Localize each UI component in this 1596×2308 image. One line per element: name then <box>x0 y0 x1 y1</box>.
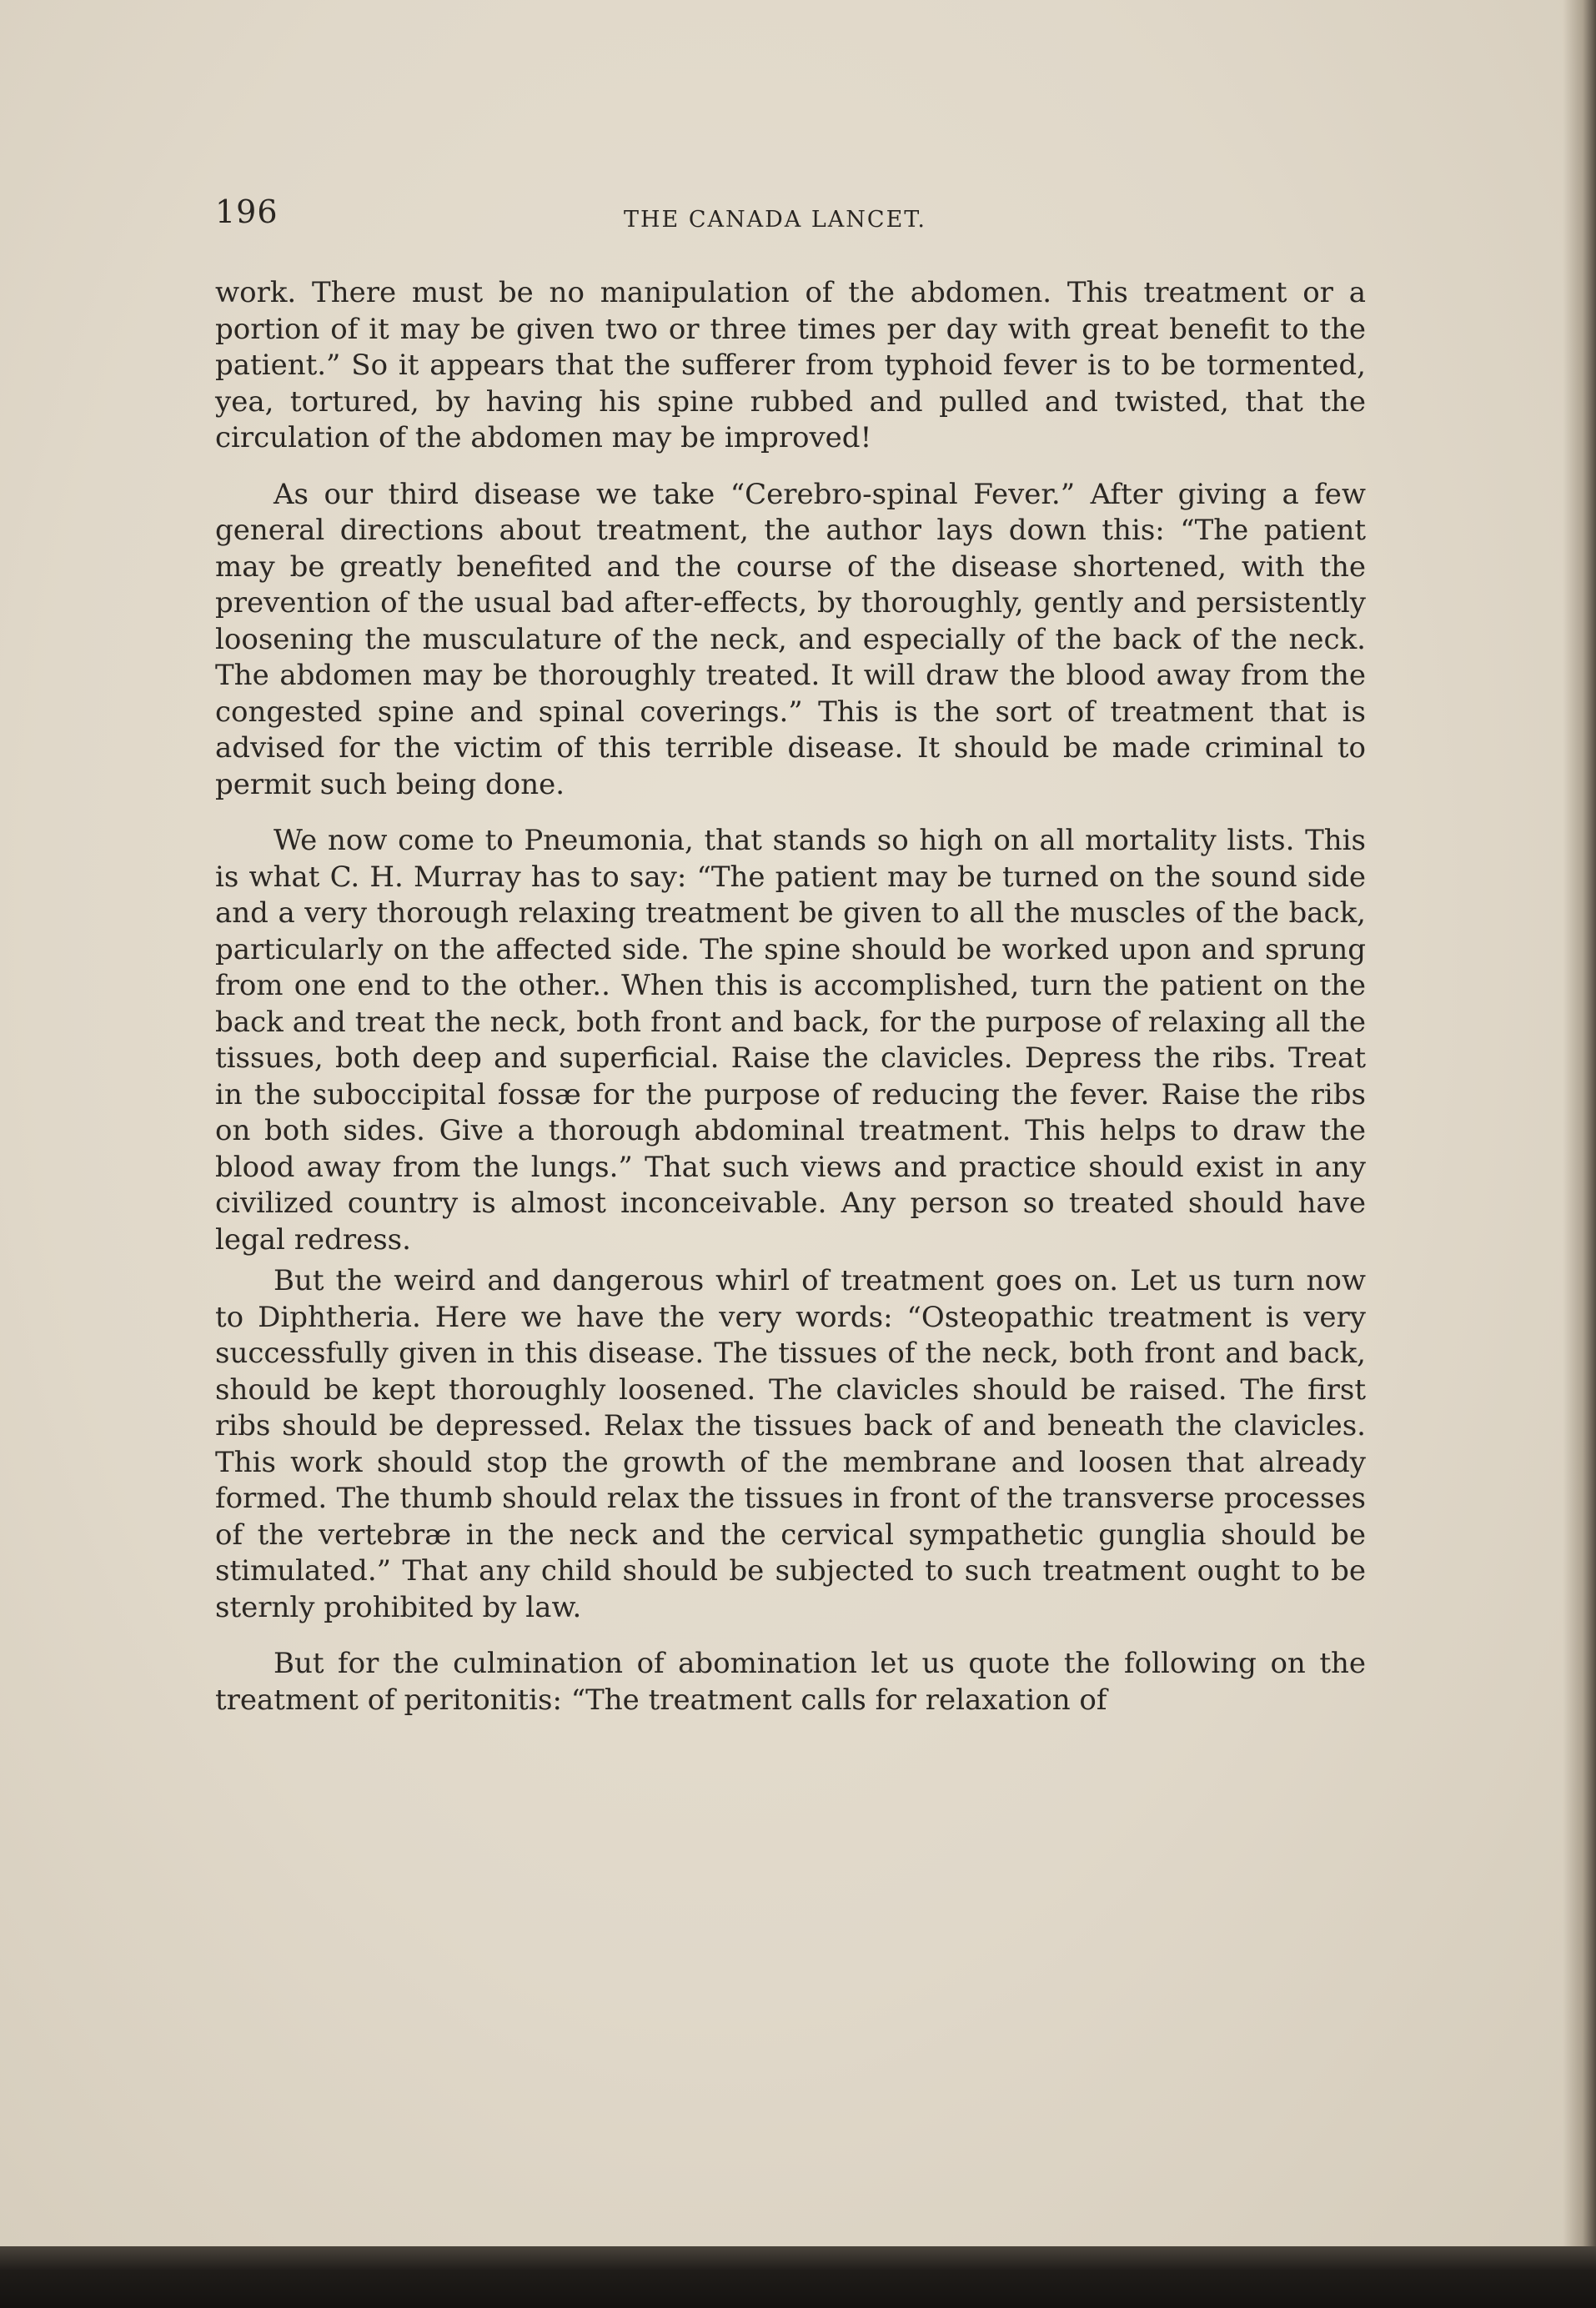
journal-title: THE CANADA LANCET. <box>624 207 926 233</box>
paragraph-peritonitis: But for the culmination of abomination let us quote the following on the treatment of peritonitis: “The treatment calls for relaxation of <box>215 1647 1366 1717</box>
scanner-bed-edge <box>0 2246 1596 2308</box>
paragraph-cerebro-spinal-fever: As our third disease we take “Cerebro-spinal Fever.” After giving a few general directions about treatment, the author lays down this: “The patient may be greatly benefited and the course of the disease shortened, with the prevention of the usual bad after-effects, by thoroughly, gently and persistently loosening the musculature of the neck, and especially of the back of the neck. The abdomen may be thoroughly treated. It will draw the blood away from the congested spine and spinal coverings.” This is the sort of treatment that is advised for the victim of this terrible disease. It should be made criminal to permit such being done. <box>215 477 1366 801</box>
running-head <box>215 193 1374 243</box>
paragraph-typhoid-continuation: work. There must be no manipulation of the abdomen. This treatment or a portion of it may be given two or three times per day with great benefit to the patient.” So it appears that the sufferer from typhoid fever is to be tormented, yea, tortured, by having his spine rubbed and pulled and twisted, that the circulation of the abdomen may be improved! <box>215 276 1366 454</box>
paragraph-diphtheria: But the weird and dangerous whirl of treatment goes on. Let us turn now to Diphtheria. Here we have the very words: “Osteopathic treatment is very successfully given in this disease. The tissues of the neck, both front and back, should be kept thoroughly loosened. The clavicles should be raised. The first ribs should be depressed. Relax the tissues back of and beneath the clavicles. This work should stop the growth of the membrane and loosen that already formed. The thumb should relax the tissues in front of the transverse processes of the vertebræ in the neck and the cervical sympathetic gunglia should be stimulated.” That any child should be subjected to such treatment ought to be sternly prohibited by law. <box>215 1264 1366 1624</box>
paragraph-pneumonia: We now come to Pneumonia, that stands so high on all mortality lists. This is what C. H. Murray has to say: “The patient may be turned on the sound side and a very thorough relaxing treatment be given to all the muscles of the back, particularly on the affected side. The spine should be worked upon and sprung from one end to the other.. When this is accomplished, turn the patient on the back and treat the neck, both front and back, for the purpose of relaxing all the tissues, both deep and superficial. Raise the clavicles. Depress the ribs. Treat in the suboccipital fossæ for the purpose of reducing the fever. Raise the ribs on both sides. Give a thorough abdominal treatment. This helps to draw the blood away from the lungs.” That such views and practice should exist in any civilized country is almost inconceivable. Any person so treated should have legal redress. <box>215 824 1366 1257</box>
binding-gutter <box>1563 0 1596 2308</box>
page-number: 196 <box>215 193 279 230</box>
body-text <box>215 275 1366 1718</box>
